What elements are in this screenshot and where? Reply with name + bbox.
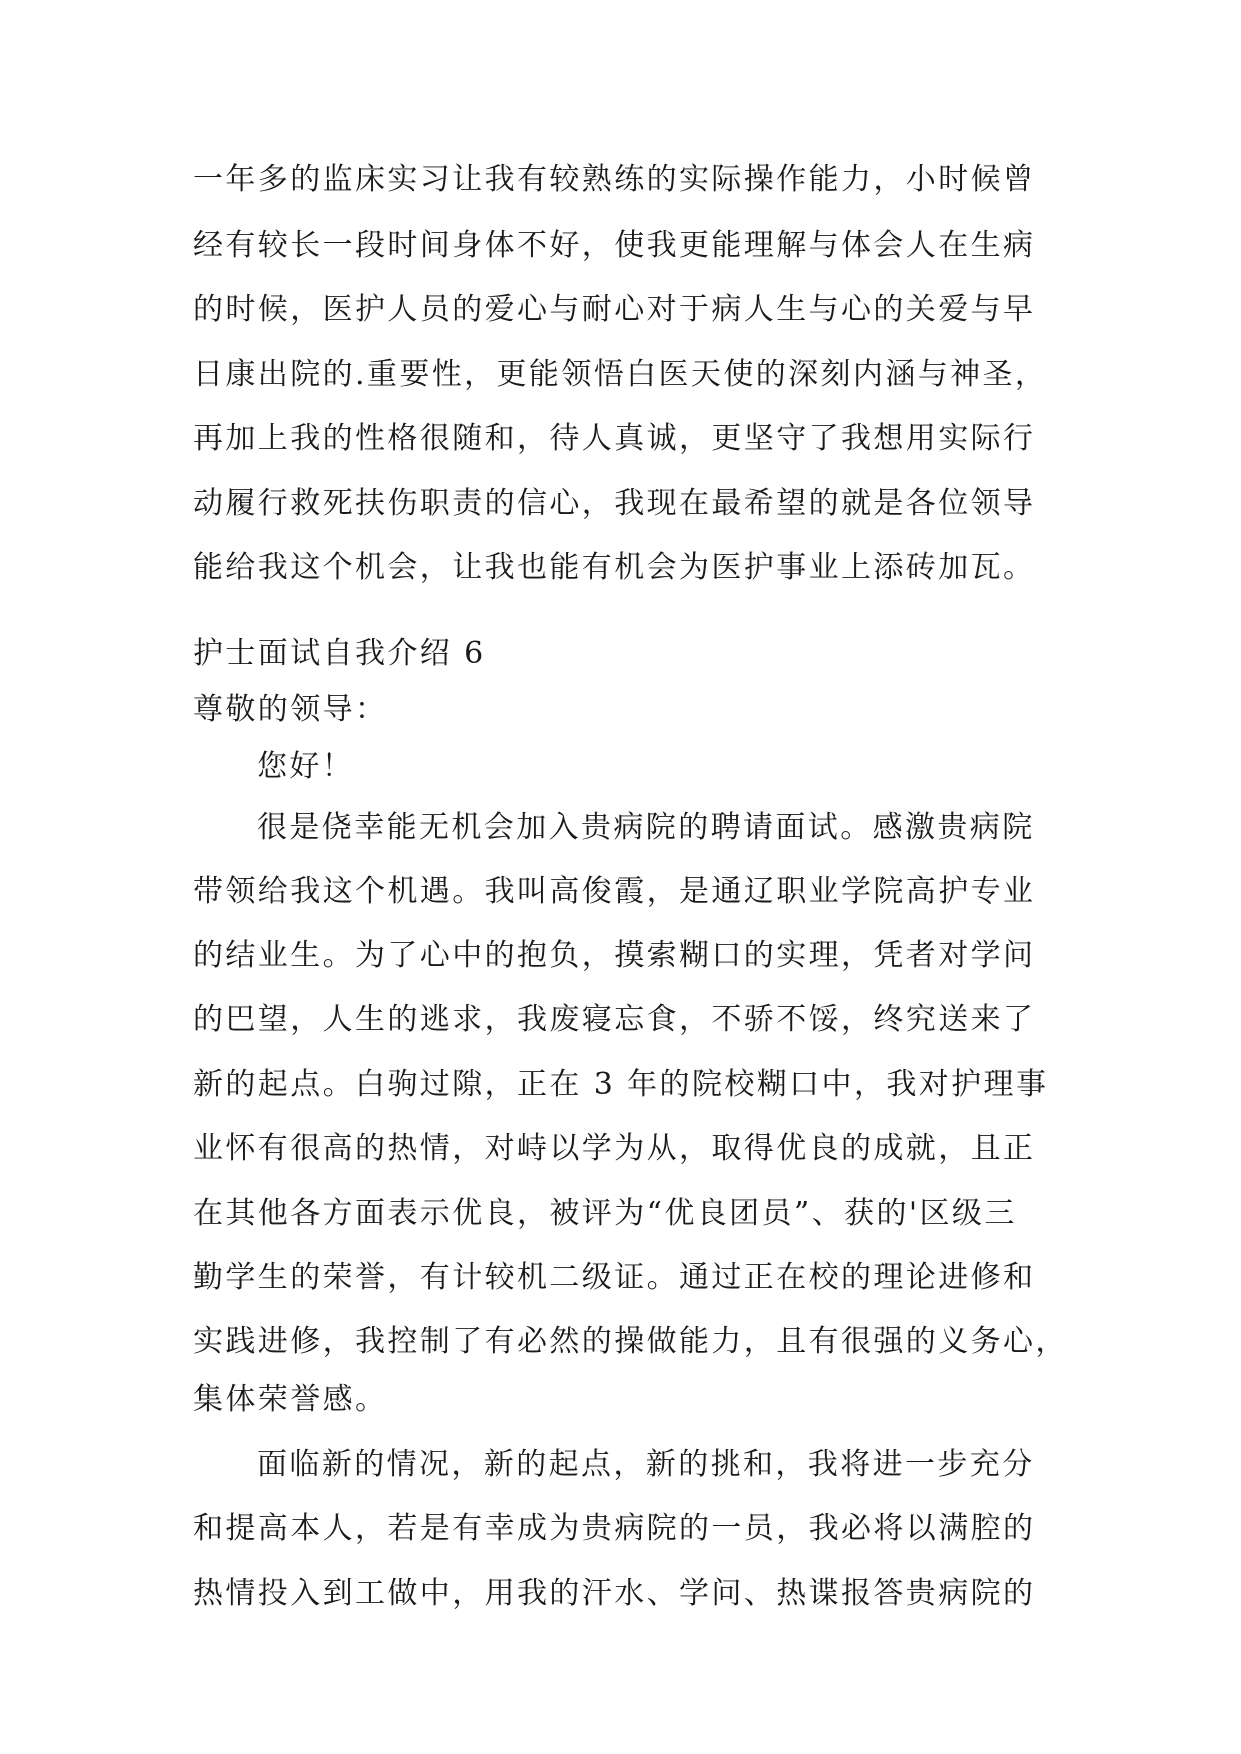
text-line: 和提高本人，若是有幸成为贵病院的一员，我必将以满腔的 (193, 1511, 1036, 1546)
text-line: 面临新的情况，新的起点，新的挑和，我将进一步充分 (257, 1447, 1035, 1482)
section-heading: 护士面试自我介绍 6 (193, 636, 486, 671)
text-line: 再加上我的性格很随和，待人真诚，更坚守了我想用实际行 (193, 421, 1036, 456)
greeting: 您好！ (257, 749, 355, 784)
text-line: 一年多的监床实习让我有较熟练的实际操作能力，小时候曾 (193, 162, 1036, 197)
salutation: 尊敬的领导： (193, 692, 388, 727)
text-line: 业怀有很高的热情，对峙以学为从，取得优良的成就，且正 (193, 1131, 1036, 1166)
text-line: 的结业生。为了心中的抱负，摸索糊口的实理，凭者对学问 (193, 938, 1036, 973)
text-line: 能给我这个机会，让我也能有机会为医护事业上添砖加瓦。 (193, 550, 1036, 585)
text-line: 经有较长一段时间身体不好，使我更能理解与体会人在生病 (193, 228, 1036, 263)
text-line: 带领给我这个机遇。我叫高俊霞，是通辽职业学院高护专业 (193, 874, 1036, 909)
text-line: 在其他各方面表示优良，被评为“优良团员”、获的'区级三 (193, 1196, 1017, 1231)
text-line: 的时候，医护人员的爱心与耐心对于病人生与心的关爱与早 (193, 292, 1036, 327)
text-line: 动履行救死扶伤职责的信心，我现在最希望的就是各位领导 (193, 486, 1036, 521)
text-line: 日康出院的.重要性，更能领悟白医天使的深刻内涵与神圣， (193, 357, 1048, 392)
text-line: 实践进修，我控制了有必然的操做能力，且有很强的义务心， (193, 1324, 1068, 1359)
text-line: 很是侥幸能无机会加入贵病院的聘请面试。感激贵病院 (257, 810, 1035, 845)
text-line: 集体荣誉感。 (193, 1382, 388, 1417)
text-line: 热情投入到工做中，用我的汗水、学问、热谍报答贵病院的 (193, 1576, 1036, 1611)
text-line: 勤学生的荣誉，有计较机二级证。通过正在校的理论进修和 (193, 1260, 1036, 1295)
text-line: 新的起点。白驹过隙，正在 3 年的院校糊口中，我对护理事 (193, 1067, 1049, 1102)
text-line: 的巴望，人生的逃求，我废寝忘食，不骄不馁，终究送来了 (193, 1002, 1036, 1037)
